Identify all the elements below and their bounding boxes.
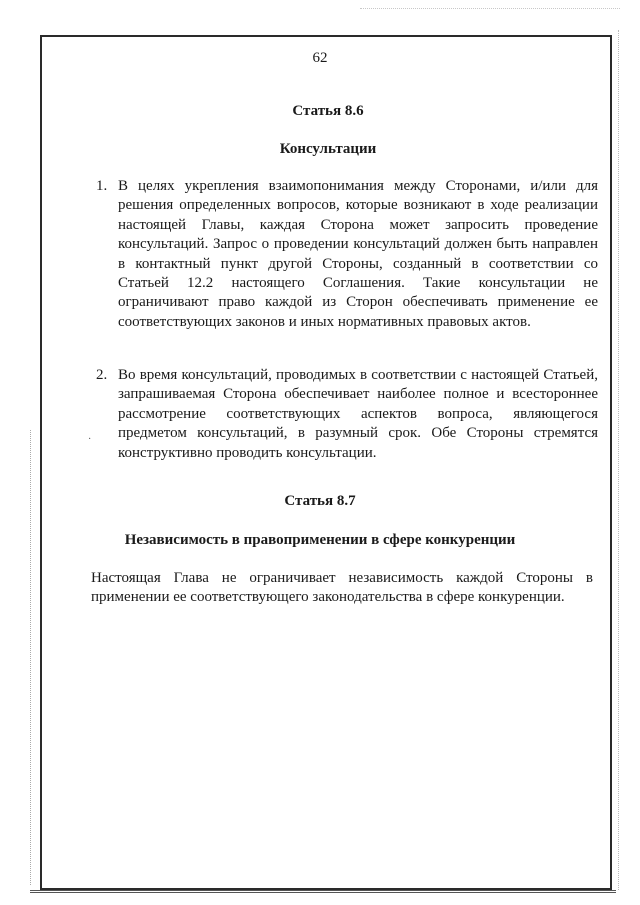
item-number: 2. (96, 367, 108, 383)
page-number: 62 (312, 50, 328, 66)
article-8-6-title: Консультации (279, 141, 377, 157)
article-8-6-item-2 (96, 366, 598, 463)
scan-artifact-bottom (30, 884, 616, 893)
article-8-7-text: Настоящая Глава не ограничивает независимость каждой Стороны в применении ее соответствующего законодательства в сфере конкуренции. (91, 570, 593, 606)
scan-artifact-top (360, 8, 620, 10)
item-text: Во время консультаций, проводимых в соответствии с настоящей Статьей, запрашиваемая Сторона обеспечивает наиболее полное и всестороннее рассмотрение соответствующих аспектов вопроса, являющегося предметом консультаций, в разумный срок. Обе Стороны стремятся конструктивно проводить консультации. (118, 367, 598, 461)
article-8-7-title: Независимость в правоприменении в сфере конкуренции (124, 532, 516, 548)
item-text: В целях укрепления взаимопонимания между Сторонами, и/или для решения определенных вопросов, которые возникают в ходе реализации настоящей Главы, каждая Сторона может запросить проведение консультаций. Запрос о проведении консультаций должен быть направлен в контактный пункт другой Стороны, созданный в соответствии со Статьей 12.2 настоящего Соглашения. Такие консультации не ограничивают право каждой из Сторон обеспечивать применение ее соответствующих законов и иных нормативных правовых актов. (118, 178, 598, 330)
article-8-7-heading: Статья 8.7 (284, 493, 356, 509)
article-8-6-heading: Статья 8.6 (292, 103, 364, 119)
article-8-6-item-1 (96, 177, 598, 332)
margin-mark: · (88, 434, 92, 445)
scan-artifact-right (618, 30, 621, 890)
item-number: 1. (96, 178, 108, 194)
